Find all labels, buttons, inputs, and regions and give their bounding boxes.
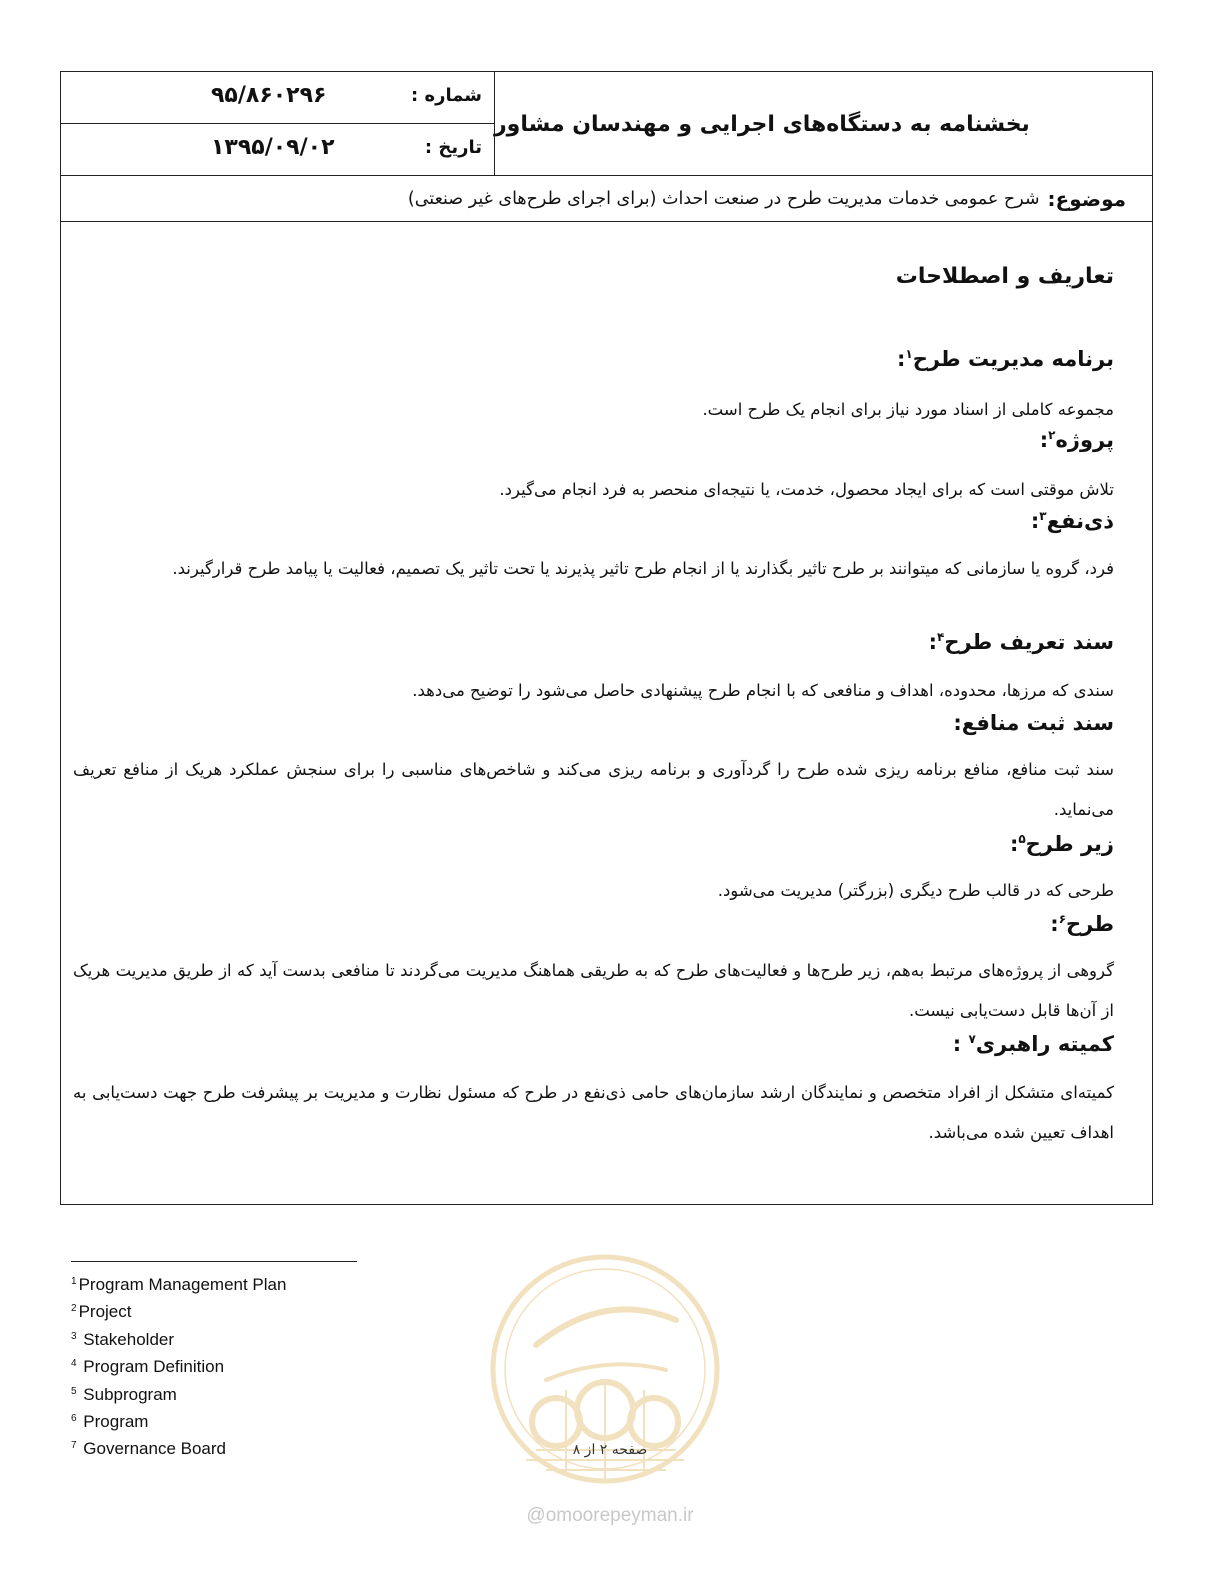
- term-definition: سندی که مرزها، محدوده، اهداف و منافعی که با انجام طرح پیشنهادی حاصل می‌شود را توضیح می‌دهد.: [412, 681, 1114, 700]
- term-ref: ۱: [905, 347, 913, 361]
- page-number: صفحه ۲ از ۸: [572, 1442, 648, 1458]
- footnote-text: Program Definition: [78, 1357, 225, 1377]
- footnote-text: Stakeholder: [78, 1329, 175, 1349]
- term-ref: ۶: [1058, 912, 1067, 926]
- term-text: ذی‌نفع: [1046, 509, 1114, 533]
- footnote-divider: [71, 1261, 357, 1262]
- footnote-text: Program Management Plan: [78, 1275, 287, 1294]
- term-text: سند ثبت منافع: [961, 711, 1114, 735]
- term-ref: ۲: [1048, 428, 1056, 442]
- footnote-num: 5: [71, 1385, 77, 1397]
- footnote-num: 2: [71, 1303, 77, 1315]
- date-row: [61, 124, 494, 176]
- footnotes: [71, 1270, 286, 1462]
- term-definition: سند ثبت منافع، منافع برنامه ریزی شده طرح را گردآوری و برنامه ریزی می‌کند و شاخص‌های مناسبی را برای سنجش عملکرد هریک از منافع تعریف می‌نماید.: [73, 760, 1114, 819]
- date-label: تاریخ :: [424, 137, 482, 158]
- document-title: بخشنامه به دستگاه‌های اجرایی و مهندسان مشاور: [494, 111, 1030, 137]
- term-heading: ذی‌نفع$^۳$:: [1030, 509, 1114, 533]
- term-text: سند تعریف طرح: [944, 630, 1114, 654]
- term-heading: برنامه مدیریت طرح$^۱$:: [897, 347, 1114, 371]
- term-ref: ۷: [968, 1032, 976, 1046]
- term-definition: فرد، گروه یا سازمانی که میتوانند بر طرح تاثیر بگذارند یا از انجام طرح تاثیر پذیرند یا تحت تاثیر یک تصمیم، فعالیت یا پیامد طرح قرارگیرند.: [172, 559, 1114, 578]
- footnote-text: Governance Board: [78, 1439, 226, 1459]
- term-ref: ۳: [1039, 509, 1047, 523]
- term-ref: ۵: [1018, 832, 1026, 846]
- footnote-num: 4: [71, 1358, 77, 1370]
- term-text: طرح: [1066, 912, 1114, 936]
- footnote-item: [71, 1352, 286, 1379]
- footnote-num: 1: [71, 1276, 77, 1287]
- number-label: شماره :: [411, 85, 482, 106]
- term-heading: کمیته راهبری$^۷$ :: [952, 1032, 1114, 1056]
- date-value: ۱۳۹۵/۰۹/۰۲: [211, 135, 335, 160]
- footnote-item: [71, 1325, 286, 1352]
- term-heading: سند تعریف طرح$^۴$:: [928, 630, 1114, 654]
- footnote-num: 6: [71, 1413, 77, 1425]
- footnote-text: Project: [78, 1302, 132, 1322]
- term-definition: تلاش موقتی است که برای ایجاد محصول، خدمت، یا نتیجه‌ای منحصر به فرد انجام می‌گیرد.: [499, 480, 1114, 499]
- subject-text: شرح عمومی خدمات مدیریت طرح در صنعت احداث (برای اجرای طرح‌های غیر صنعتی): [407, 188, 1040, 209]
- footnote-item: [71, 1407, 286, 1434]
- footnote-text: Subprogram: [78, 1384, 177, 1404]
- number-value: ۹۵/۸۶۰۲۹۶: [211, 83, 327, 108]
- term-text: کمیته راهبری: [975, 1032, 1114, 1056]
- term-heading: زیر طرح$^۵$:: [1009, 832, 1114, 856]
- term-definition: گروهی از پروژه‌های مرتبط به‌هم، زیر طرح‌ها و فعالیت‌های طرح که به طریقی هماهنگ مدیریت می‌گردند تا منافعی بدست آید که از طریق مدیریت هریک از آن‌ها قابل دست‌یابی نیست.: [73, 961, 1114, 1020]
- header-meta: [61, 72, 495, 176]
- subject-row: [61, 176, 1152, 222]
- term-text: زیر طرح: [1025, 832, 1114, 856]
- term-heading: طرح$^۶$:: [1050, 912, 1114, 936]
- footnote-num: 3: [71, 1330, 77, 1342]
- number-row: [61, 72, 494, 124]
- term-ref: ۴: [937, 630, 945, 644]
- term-definition: مجموعه کاملی از اسناد مورد نیاز برای انجام یک طرح است.: [702, 400, 1114, 419]
- section-title: تعاریف و اصطلاحات: [895, 264, 1114, 289]
- term-definition: کمیته‌ای متشکل از افراد متخصص و نمایندگان ارشد سازمان‌های حامی ذی‌نفع در طرح که مسئول نظارت و مدیریت بر پیشرفت طرح جهت دست‌یابی به اهداف تعیین شده می‌باشد.: [73, 1083, 1114, 1142]
- term-text: برنامه مدیریت طرح: [912, 347, 1114, 371]
- footnote-text: Program: [78, 1412, 149, 1432]
- term-heading: پروژه$^۲$:: [1039, 428, 1114, 452]
- circular-frame: [60, 71, 1153, 1205]
- footnote-item: [71, 1434, 286, 1461]
- term-heading: سند ثبت منافع:: [953, 711, 1114, 735]
- term-definition: طرحی که در قالب طرح دیگری (بزرگتر) مدیریت می‌شود.: [717, 881, 1114, 900]
- footnote-num: 7: [71, 1440, 77, 1452]
- subject-label: موضوع:: [1047, 186, 1126, 211]
- term-text: پروژه: [1055, 428, 1114, 452]
- footnote-item: [71, 1270, 286, 1297]
- header-row: [61, 72, 1152, 176]
- watermark-site: @omoorepeyman.ir: [526, 1505, 694, 1526]
- footnote-item: [71, 1297, 286, 1324]
- footnote-item: [71, 1380, 286, 1407]
